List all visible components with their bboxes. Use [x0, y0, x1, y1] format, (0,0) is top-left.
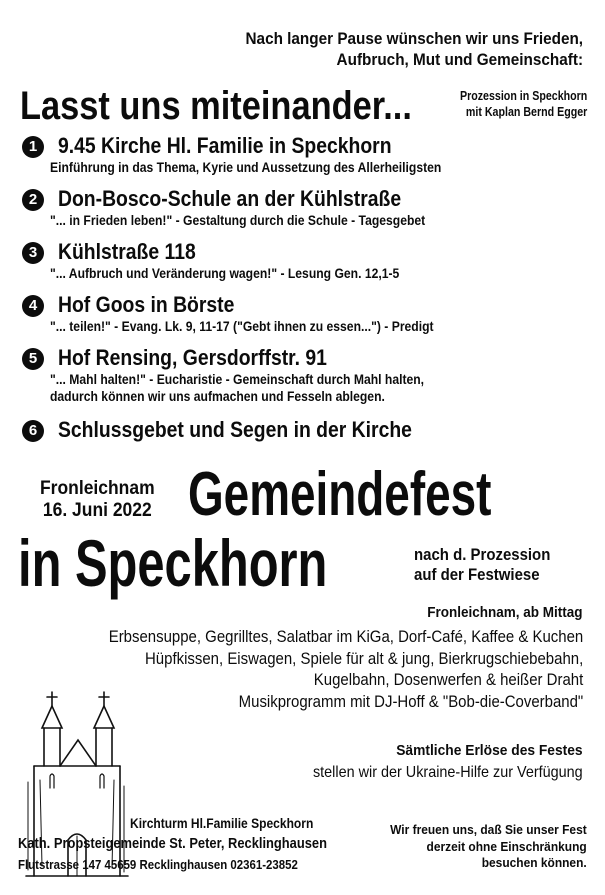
fest-after-line-1: nach d. Prozession	[414, 545, 551, 564]
fest-date-block	[40, 478, 155, 522]
procession-line-2: mit Kaplan Bernd Egger	[465, 104, 587, 119]
station-description: Einführung in das Thema, Kyrie und Aussetzung des Allerheiligsten	[50, 160, 442, 175]
fest-time: Fronleichnam, ab Mittag	[427, 604, 583, 621]
parish-name: Kath. Propsteigemeinde St. Peter, Recklinghausen	[18, 835, 327, 852]
station-number-badge: 4	[22, 295, 44, 317]
station-number-badge: 3	[22, 242, 44, 264]
station-number-badge: 2	[22, 189, 44, 211]
station-number-badge: 5	[22, 348, 44, 370]
station-number-badge: 6	[22, 420, 44, 442]
station-description: "... Mahl halten!" - Eucharistie - Gemeinschaft durch Mahl halten,	[50, 372, 425, 387]
station-title: Hof Rensing, Gersdorffstr. 91	[58, 345, 327, 370]
program-line: Musikprogramm mit DJ-Hoff & "Bob-die-Coverband"	[238, 691, 583, 711]
intro-text	[208, 28, 583, 70]
closing-note	[373, 822, 587, 872]
headline-title: Lasst uns miteinander...	[20, 84, 412, 128]
closing-line: Wir freuen uns, daß Sie unser Fest	[390, 822, 587, 837]
proceeds-text: stellen wir der Ukraine-Hilfe zur Verfügung	[313, 764, 583, 781]
fest-date: 16. Juni 2022	[42, 500, 152, 521]
station-number-badge: 1	[22, 136, 44, 158]
fest-place: in Speckhorn	[18, 526, 328, 600]
intro-line-2: Aufbruch, Mut und Gemeinschaft:	[336, 50, 583, 69]
station-title: 9.45 Kirche Hl. Familie in Speckhorn	[58, 133, 392, 158]
program-line: Hüpfkissen, Eiswagen, Spiele für alt & jung, Bierkrugschiebebahn,	[144, 648, 583, 668]
station-description: "... Aufbruch und Veränderung wagen!" - Lesung Gen. 12,1-5	[50, 266, 400, 281]
station-title: Schlussgebet und Segen in der Kirche	[58, 417, 412, 442]
fest-occasion: Fronleichnam	[40, 478, 155, 499]
station-description: dadurch können wir uns aufmachen und Fesseln ablegen.	[50, 389, 385, 404]
station-description: "... in Frieden leben!" - Gestaltung durch die Schule - Tagesgebet	[50, 213, 426, 228]
station-title: Don-Bosco-Schule an der Kühlstraße	[58, 186, 402, 211]
fest-title: Gemeindefest	[188, 460, 492, 529]
station-description: "... teilen!" - Evang. Lk. 9, 11-17 ("Gebt ihnen zu essen...") - Predigt	[50, 319, 434, 334]
closing-line: besuchen können.	[481, 855, 587, 870]
intro-line-1: Nach langer Pause wünschen wir uns Frieden,	[245, 29, 583, 48]
procession-line-1: Prozession in Speckhorn	[459, 88, 587, 103]
church-caption: Kirchturm Hl.Familie Speckhorn	[130, 815, 314, 831]
proceeds-heading: Sämtliche Erlöse des Festes	[396, 742, 583, 759]
program-line: Kugelbahn, Dosenwerfen & heißer Draht	[313, 670, 583, 689]
station-title: Hof Goos in Börste	[58, 292, 235, 317]
station-title: Kühlstraße 118	[58, 239, 196, 264]
parish-address: Flutstrasse 147 45659 Recklinghausen 02361-23852	[18, 857, 298, 872]
fest-after-line-2: auf der Festwiese	[414, 565, 540, 584]
procession-info	[432, 88, 587, 120]
fest-location-note	[414, 545, 550, 585]
program-line: Erbsensuppe, Gegrilltes, Salatbar im KiGa, Dorf-Café, Kaffee & Kuchen	[108, 627, 583, 646]
closing-line: derzeit ohne Einschränkung	[426, 838, 587, 854]
